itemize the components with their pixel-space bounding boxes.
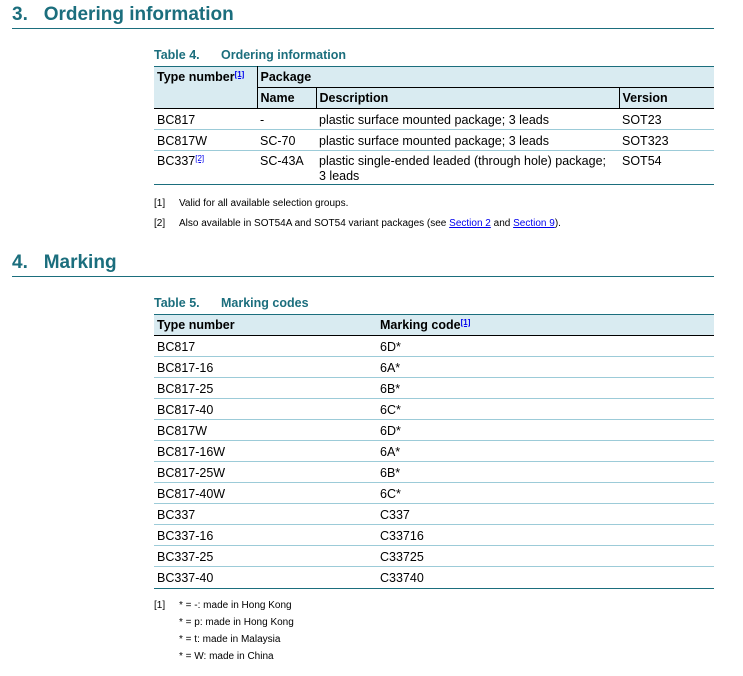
name-cell: SC-43A — [260, 154, 304, 168]
footnote-line: * = W: made in China — [179, 651, 274, 662]
table-row — [154, 357, 714, 378]
type-cell: BC817-25W — [154, 462, 377, 483]
header-row — [154, 315, 714, 336]
col-type-number: Type number[1] — [154, 67, 257, 88]
footnote-link[interactable]: [2] — [195, 154, 205, 163]
code-cell: 6C* — [377, 483, 714, 504]
table-label: Table 4. — [154, 48, 200, 62]
type-cell: BC817-16W — [154, 441, 377, 462]
header-row — [154, 67, 714, 88]
col-marking-code: Marking code[1] — [377, 315, 714, 336]
type-cell: BC337-16 — [154, 525, 377, 546]
section-number: 3. — [12, 4, 28, 25]
table-row — [154, 567, 714, 589]
code-cell: C33716 — [377, 525, 714, 546]
subheader-row — [154, 88, 714, 109]
table-row — [154, 420, 714, 441]
section-4-heading — [12, 250, 714, 277]
code-cell: 6C* — [377, 399, 714, 420]
footnote-line: * = t: made in Malaysia — [179, 634, 281, 645]
section-9-link[interactable]: Section 9 — [513, 218, 555, 229]
type-cell: BC817 — [154, 336, 377, 357]
footnote — [154, 599, 454, 669]
table-row — [154, 525, 714, 546]
type-cell: BC817-40W — [154, 483, 377, 504]
code-cell: C33725 — [377, 546, 714, 567]
version-cell: SOT54 — [622, 154, 662, 168]
name-cell: - — [257, 109, 316, 130]
marking-table — [154, 314, 714, 589]
name-cell: SC-70 — [257, 130, 316, 151]
type-cell: BC817-40 — [154, 399, 377, 420]
table-row — [154, 441, 714, 462]
type-cell: BC337-25 — [154, 546, 377, 567]
desc-cell: plastic surface mounted package; 3 leads — [316, 130, 619, 151]
footnote-text: Also available in SOT54A and SOT54 variant packages (see Section 2 and Section 9). — [179, 218, 561, 229]
desc-cell: plastic surface mounted package; 3 leads — [316, 109, 619, 130]
col-description: Description — [316, 88, 619, 109]
blank-cell — [154, 88, 257, 109]
footnote-ref: [2] — [154, 218, 166, 229]
version-cell: SOT323 — [619, 130, 714, 151]
type-cell: BC817W — [154, 130, 257, 151]
footnote-text: Valid for all available selection groups. — [179, 198, 349, 209]
section-3-heading — [12, 2, 714, 29]
table-caption: Ordering information — [221, 48, 346, 62]
code-cell: 6D* — [377, 336, 714, 357]
code-cell: C337 — [377, 504, 714, 525]
desc-cell: plastic single-ended leaded (through hole) package; 3 leads — [319, 154, 606, 183]
type-cell: BC817W — [154, 420, 377, 441]
version-cell: SOT23 — [619, 109, 714, 130]
code-cell: 6A* — [377, 441, 714, 462]
col-package: Package — [257, 67, 714, 88]
table-row — [154, 546, 714, 567]
table-row — [154, 483, 714, 504]
type-cell: BC817-25 — [154, 378, 377, 399]
table-row — [154, 504, 714, 525]
footnote-line: * = -: made in Hong Kong — [179, 600, 292, 611]
table-row — [154, 399, 714, 420]
col-version: Version — [619, 88, 714, 109]
table-5-caption — [154, 296, 309, 310]
table-row — [154, 462, 714, 483]
code-cell: C33740 — [380, 571, 424, 585]
type-cell: BC337-40 — [157, 571, 214, 585]
table-row — [154, 130, 714, 151]
col-name: Name — [257, 88, 316, 109]
code-cell: 6D* — [377, 420, 714, 441]
footnote-link[interactable]: [1] — [460, 318, 471, 327]
table-label: Table 5. — [154, 296, 200, 310]
table-row — [154, 378, 714, 399]
footnote-line: * = p: made in Hong Kong — [179, 617, 294, 628]
table-row — [154, 109, 714, 130]
footnote-ref: [1] — [154, 600, 166, 611]
type-cell: BC337 — [154, 504, 377, 525]
code-cell: 6B* — [377, 378, 714, 399]
section-title: Marking — [43, 252, 117, 273]
table-caption: Marking codes — [221, 296, 309, 310]
code-cell: 6B* — [377, 462, 714, 483]
table-row — [154, 336, 714, 357]
footnote-link[interactable]: [1] — [234, 70, 245, 79]
type-cell: BC817-16 — [154, 357, 377, 378]
table-row — [154, 151, 714, 185]
table-4-caption — [154, 48, 346, 62]
footnote-ref: [1] — [154, 198, 166, 209]
ordering-table — [154, 66, 714, 185]
section-2-link[interactable]: Section 2 — [449, 218, 491, 229]
section-number: 4. — [12, 252, 28, 273]
code-cell: 6A* — [377, 357, 714, 378]
type-cell: BC337[2] — [157, 154, 205, 168]
col-type-number: Type number — [154, 315, 377, 336]
section-title: Ordering information — [43, 4, 234, 25]
type-cell: BC817 — [154, 109, 257, 130]
